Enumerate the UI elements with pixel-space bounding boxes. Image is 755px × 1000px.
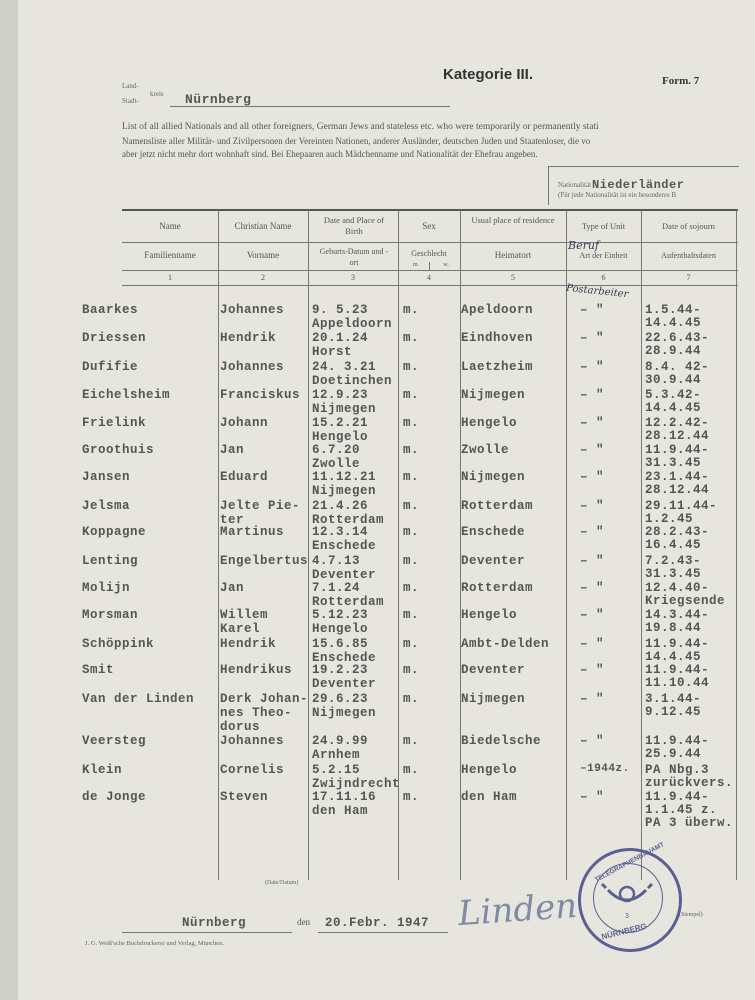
date-underline [318,932,448,933]
row-birth-place: Hengelo [312,622,369,636]
col-4-header-de: Geschlecht [411,249,447,258]
col-1-header-de: Familienname [144,250,196,260]
header-bottom-border [122,285,738,286]
row-birth-date: 5.12.23 [312,608,369,622]
stamp-top-text: TELEGRAPHENBAUAMT [593,841,666,884]
col-7-header-de: Aufenthaltsdaten [661,251,716,260]
row-unit: – " [580,303,605,317]
col-3-header-de: Geburts-Datum und -ort [319,247,389,267]
row-residence: Hengelo [461,608,518,622]
row-unit: – " [580,388,605,402]
stadt-label: Stadt- [122,97,139,105]
row-birth-place: Enschede [312,539,377,553]
nationality-note: (Für jede Nationalität ist ein besonderes B [558,191,677,199]
header-number-separator [122,270,738,271]
row-first-name-cont: ter [220,513,245,527]
printer-imprint: J. G. Weiß'sche Buchdruckerei und Verlag, München. [85,940,225,947]
row-name: Jansen [82,470,131,484]
row-sojourn-end: 9.12.45 [645,705,702,719]
row-name: Veersteg [82,734,147,748]
row-residence: Nijmegen [461,470,526,484]
row-name: Smit [82,663,115,677]
row-first-name: Hendrikus [220,663,293,677]
row-sojourn-end: Kriegsende [645,594,726,608]
row-residence: Biedelsche [461,734,542,748]
row-sojourn-end: 28.9.44 [645,344,702,358]
row-birth-place: den Ham [312,804,369,818]
row-first-name: Engelbertus [220,554,309,568]
row-residence: Rotterdam [461,581,534,595]
form-number: Form. 7 [662,75,700,87]
col-5-header-de: Heimatort [494,250,532,260]
row-birth-date: 20.1.24 [312,331,369,345]
row-unit: – " [580,470,605,484]
row-first-name-cont: Karel [220,622,261,636]
row-first-name: Jan [220,581,245,595]
footer-date: 20.Febr. 1947 [325,916,430,930]
row-residence: Nijmegen [461,388,526,402]
col-divider-7 [736,210,737,880]
row-sojourn-end: 14.4.45 [645,650,702,664]
row-birth-place: Appeldoorn [312,317,393,331]
row-first-name: Cornelis [220,763,285,777]
row-sex: m. [403,581,420,595]
row-sex: m. [403,499,420,513]
row-birth-date: 12.9.23 [312,388,369,402]
row-sojourn-end: 30.9.44 [645,373,702,387]
header-separator [122,242,738,243]
row-sojourn-end: 14.4.45 [645,401,702,415]
row-sojourn-end: zurückvers. [645,776,734,790]
row-name: Molijn [82,581,131,595]
row-residence: Deventer [461,554,526,568]
row-sojourn-start: 8.4. 42- [645,360,710,374]
row-birth-date: 29.6.23 [312,692,369,706]
row-residence: Rotterdam [461,499,534,513]
row-unit: – " [580,692,605,706]
row-first-name-cont2: dorus [220,720,261,734]
row-unit: –1944z. [580,763,630,775]
row-name: Eichelsheim [82,388,171,402]
col-7-number: 7 [686,273,691,282]
row-unit: – " [580,790,605,804]
nationality-value: Niederländer [592,178,685,192]
intro-english: List of all allied Nationals and all other foreigners, German Jews and stateless etc. who were temporarily or permanently stati [122,122,599,132]
row-name: Koppagne [82,525,147,539]
row-unit: – " [580,443,605,457]
row-sex: m. [403,388,420,402]
row-sojourn-end: 16.4.45 [645,538,702,552]
row-sex: m. [403,331,420,345]
row-birth-date: 21.4.26 [312,499,369,513]
row-sex: m. [403,470,420,484]
row-residence: den Ham [461,790,518,804]
stamp-label: (Stempel) [679,912,703,918]
row-name: Frielink [82,416,147,430]
row-birth-place: Deventer [312,568,377,582]
col-6-header-de: Art der Einheit [579,251,628,260]
row-unit: – " [580,525,605,539]
row-first-name: Steven [220,790,269,804]
col-divider-5 [566,210,567,880]
row-unit: – " [580,360,605,374]
row-birth-place: Horst [312,345,353,359]
col-divider-1 [218,210,219,880]
row-sojourn-start: 14.3.44- [645,608,710,622]
row-unit: – " [580,331,605,345]
row-residence: Nijmegen [461,692,526,706]
col-2-header-de: Vorname [246,250,280,260]
sex-subdivider [429,262,430,270]
row-unit: – " [580,581,605,595]
col-3-header-en: Date and Place of Birth [323,215,385,236]
row-sex: m. [403,790,420,804]
row-sojourn-start: 11.9.44- [645,637,710,651]
row-sojourn-start: 29.11.44- [645,499,718,513]
row-first-name: Hendrik [220,331,277,345]
page-title: Kategorie III. [443,66,534,83]
row-first-name: Willem [220,608,269,622]
row-birth-date: 17.11.16 [312,790,377,804]
row-first-name: Eduard [220,470,269,484]
row-birth-date: 12.3.14 [312,525,369,539]
row-first-name: Johannes [220,303,285,317]
row-sojourn-start: 11.9.44- [645,663,710,677]
kreis-underline [170,106,450,107]
row-unit: – " [580,499,605,513]
row-sex: m. [403,734,420,748]
kreis-label: kreis [150,90,164,98]
footer-place: Nürnberg [182,916,247,930]
row-first-name: Jelte Pie- [220,499,301,513]
col-6-note: Postarbeiter [565,282,629,301]
row-birth-date: 24.9.99 [312,734,369,748]
kreis-value: Nürnberg [185,92,252,107]
row-sojourn-end: 31.3.45 [645,567,702,581]
row-first-name: Franciskus [220,388,301,402]
row-name: Klein [82,763,123,777]
row-birth-place: Rotterdam [312,513,385,527]
row-sojourn-start: 11.9.44- [645,790,710,804]
col-1-number: 1 [168,273,172,282]
row-sojourn-end: 31.3.45 [645,456,702,470]
row-birth-date: 19.2.23 [312,663,369,677]
row-first-name: Derk Johan- [220,692,309,706]
nationality-label: Nationalität [558,181,592,189]
row-residence: Apeldoorn [461,303,534,317]
row-sex: m. [403,525,420,539]
row-birth-date: 7.1.24 [312,581,361,595]
row-first-name: Jan [220,443,245,457]
col-5-number: 5 [511,273,515,282]
col-4-number: 4 [427,273,431,282]
row-first-name: Martinus [220,525,285,539]
row-sojourn-start: 22.6.43- [645,331,710,345]
row-sex: m. [403,443,420,457]
col-6-header-en: Type of Unit [581,221,626,231]
row-sojourn-start: 1.5.44- [645,303,702,317]
row-sojourn-end: 11.10.44 [645,676,710,690]
row-birth-date: 4.7.13 [312,554,361,568]
col-4-female: w. [443,262,449,268]
col-7-header-en: Date of sojourn [662,221,715,231]
row-unit: – " [580,608,605,622]
col-4-male: m. [412,262,420,268]
row-residence: Zwolle [461,443,510,457]
row-name: Jelsma [82,499,131,513]
row-unit: – " [580,416,605,430]
row-name: Driessen [82,331,147,345]
row-sojourn-start: 23.1.44- [645,470,710,484]
land-label: Land- [122,82,139,90]
row-first-name-cont: nes Theo- [220,706,293,720]
row-birth-place: Zwolle [312,457,361,471]
row-birth-place: Arnhem [312,748,361,762]
col-divider-6 [641,210,642,880]
row-sojourn-start: 28.2.43- [645,525,710,539]
row-residence: Laetzheim [461,360,534,374]
row-birth-place: Doetinchen [312,374,393,388]
row-name: Lenting [82,554,139,568]
row-unit: – " [580,637,605,651]
row-birth-date: 15.6.85 [312,637,369,651]
row-sex: m. [403,663,420,677]
row-sojourn-end: 25.9.44 [645,747,702,761]
row-name: Morsman [82,608,139,622]
row-birth-place: Hengelo [312,430,369,444]
table-top-border [122,209,738,211]
row-sojourn-start: 11.9.44- [645,443,710,457]
col-6-handwritten: Beruf [568,239,600,252]
row-first-name: Hendrik [220,637,277,651]
row-first-name: Johannes [220,734,285,748]
row-sojourn-start: 7.2.43- [645,554,702,568]
col-5-header-en: Usual place of residence [471,215,555,225]
row-birth-date: 9. 5.23 [312,303,369,317]
row-unit: – " [580,663,605,677]
row-sex: m. [403,360,420,374]
row-birth-date: 15.2.21 [312,416,369,430]
row-sojourn-end: 14.4.45 [645,316,702,330]
stamp-number: 3 [625,913,629,920]
row-birth-date: 6.7.20 [312,443,361,457]
row-birth-place: Nijmegen [312,402,377,416]
row-residence: Eindhoven [461,331,534,345]
row-name: de Jonge [82,790,147,804]
row-name: Groothuis [82,443,155,457]
row-name: Schöppink [82,637,155,651]
row-sex: m. [403,608,420,622]
row-sojourn-start: 3.1.44- [645,692,702,706]
row-birth-date: 5.2.15 [312,763,361,777]
row-sojourn-start: 5.3.42- [645,388,702,402]
row-sex: m. [403,692,420,706]
row-sex: m. [403,303,420,317]
row-sex: m. [403,416,420,430]
date-label: (Date/Datum) [265,880,299,886]
row-unit: – " [580,554,605,568]
row-unit: – " [580,734,605,748]
stamp-bottom-text: NÜRNBERG [600,921,648,942]
row-residence: Ambt-Delden [461,637,550,651]
row-first-name: Johann [220,416,269,430]
row-birth-place: Nijmegen [312,706,377,720]
row-residence: Deventer [461,663,526,677]
place-underline [122,932,292,933]
col-2-number: 2 [261,273,265,282]
row-birth-place: Zwijndrecht [312,777,401,791]
row-sojourn-note: PA 3 überw. [645,816,734,830]
row-birth-place: Enschede [312,651,377,665]
col-3-number: 3 [351,273,355,282]
row-sojourn-start: 11.9.44- [645,734,710,748]
row-sojourn-end: 28.12.44 [645,483,710,497]
row-sojourn-end: 1.2.45 [645,512,694,526]
col-6-number: 6 [601,273,606,282]
row-residence: Enschede [461,525,526,539]
col-2-header-en: Christian Name [234,221,292,231]
row-residence: Hengelo [461,763,518,777]
row-sex: m. [403,763,420,777]
col-1-header-en: Name [159,221,181,231]
row-birth-date: 24. 3.21 [312,360,377,374]
row-birth-date: 11.12.21 [312,470,377,484]
intro-german-1: Namensliste aller Militär- und Zivilpersonen der Vereinten Nationen, anderer Ausländer, deutschen Juden und Staatenloser, die vo [122,136,591,146]
col-divider-2 [308,210,309,880]
intro-german-2: aber jetzt nicht mehr dort wohnhaft sind. Bei Ehepaaren auch Mädchenname und Nationalität der Ehefrau angeben. [122,149,538,159]
row-name: Baarkes [82,303,139,317]
row-sex: m. [403,554,420,568]
row-sojourn-end: 19.8.44 [645,621,702,635]
row-birth-place: Deventer [312,677,377,691]
row-sojourn-end: 28.12.44 [645,429,710,443]
row-first-name: Johannes [220,360,285,374]
row-residence: Hengelo [461,416,518,430]
row-sojourn-start: PA Nbg.3 [645,763,710,777]
signature: Linden [456,885,579,935]
row-sojourn-end: 1.1.45 z. [645,803,718,817]
footer-den: den [297,917,310,927]
row-sojourn-start: 12.4.40- [645,581,710,595]
row-sojourn-start: 12.2.42- [645,416,710,430]
row-sex: m. [403,637,420,651]
row-birth-place: Nijmegen [312,484,377,498]
col-4-header-en: Sex [422,221,436,231]
row-name: Dufifie [82,360,139,374]
row-name: Van der Linden [82,692,195,706]
row-birth-place: Rotterdam [312,595,385,609]
official-stamp [578,841,682,952]
